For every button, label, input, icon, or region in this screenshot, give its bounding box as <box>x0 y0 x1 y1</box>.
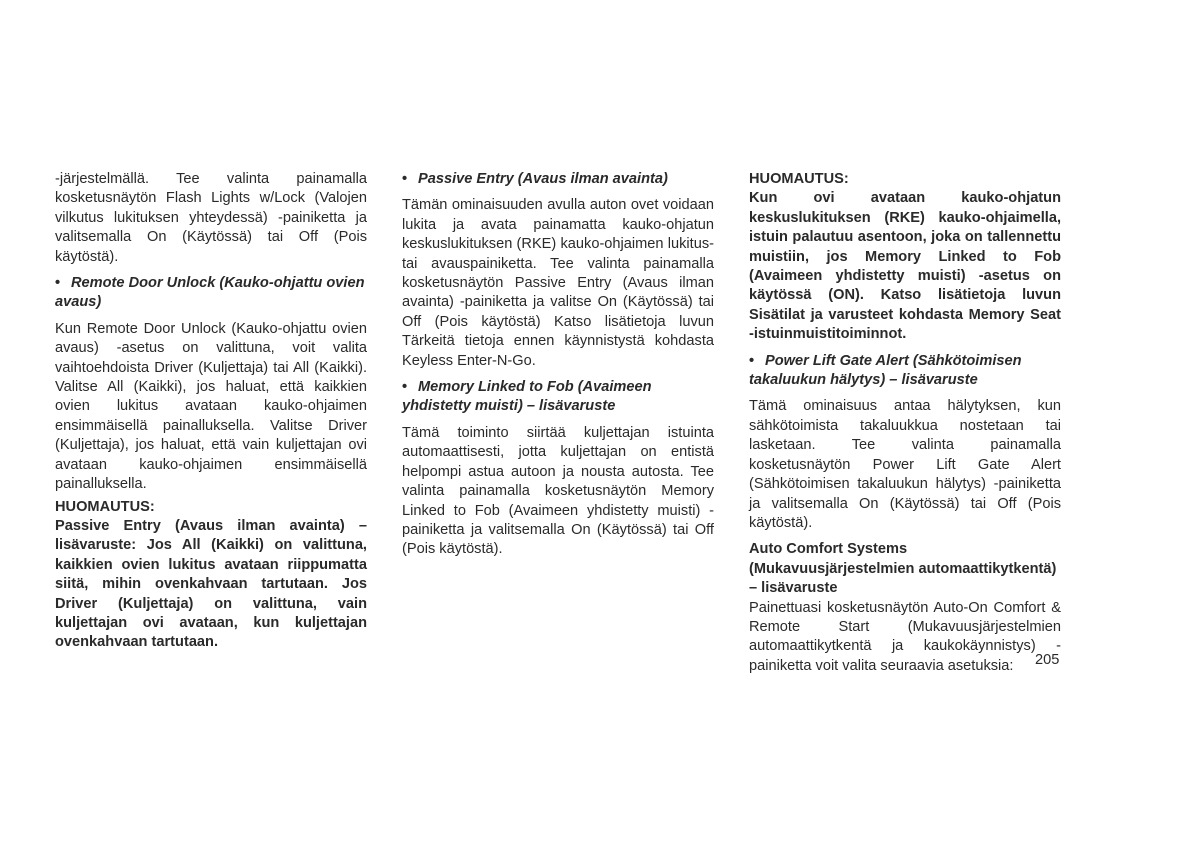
paragraph: Painettuasi kosketusnäytön Auto-On Comfort & Remote Start (Mukavuusjärjestelmien automaattikytkentä ja kaukokäynnistys) -painiketta voit valita seuraavia asetuksia: <box>749 599 1061 674</box>
bullet-heading-text: Memory Linked to Fob (Avaimeen yhdistetty muisti) – lisävaruste <box>402 379 652 415</box>
paragraph: -järjestelmällä. Tee valinta painamalla kosketusnäytön Flash Lights w/Lock (Valojen vilkutus lukituksen yhteydessä) -painiketta ja valitsemalla On (Käytössä) tai Off (Pois käytöstä). <box>55 171 367 265</box>
bullet-heading-text: Power Lift Gate Alert (Sähkötoimisen takaluukun hälytys) – lisävaruste <box>749 352 1022 389</box>
column-right <box>749 170 1061 676</box>
paragraph: Kun Remote Door Unlock (Kauko-ohjattu ovien avaus) -asetus on valittuna, voit valita vaihtoehdoista Driver (Kuljettaja) tai All (Kaikki). Valitse All (Kaikki), jos haluat, että kaikkien ovien lukitus avataan kauko-ohjaimen ensimmäisellä painalluksella. Valitse Driver (Kuljettaja), jos haluat, että vain kuljettajan ovi avataan kauko-ohjaimen ensimmäisellä painalluksella. <box>55 320 367 493</box>
column-middle <box>402 170 714 560</box>
bullet-heading: • Memory Linked to Fob (Avaimeen yhdistetty muisti) – lisävaruste <box>402 379 652 415</box>
paragraph: Tämä toiminto siirtää kuljettajan istuinta automaattisesti, jotta kuljettajan on entistä helpompi astua autoon ja nousta autosta. Tee valinta painamalla kosketusnäytön Memory Linked to Fob (Avaimeen yhdistetty muisti) -painiketta ja valitsemalla On (Käytössä) tai Off (Pois käytöstä). <box>402 424 714 558</box>
note-text: Kun ovi avataan kauko-ohjatun keskuslukituksen (RKE) kauko-ohjaimella, istuin palautuu asentoon, joka on tallennettu muistiin, jos Memory Linked to Fob (Avaimeen yhdistetty muisti) -asetus on käytössä (ON). Katso lisätietoja luvun Sisätilat ja varusteet kohdasta Memory Seat -istuinmuistitoiminnot. <box>749 190 1061 343</box>
note-text: Passive Entry (Avaus ilman avainta) – lisävaruste: Jos All (Kaikki) on valittuna, kaikkien ovien lukitus avataan riippumatta siitä, mihin ovenkahvaan tartutaan. Jos Driver (Kuljettaja) on valittuna, vain kuljettajan ovi avataan, kun kuljettajan ovenkahvaan tartutaan. <box>55 517 367 651</box>
paragraph: Tämän ominaisuuden avulla auton ovet voidaan lukita ja avata painamatta kauko-ohjatun keskuslukituksen (RKE) kauko-ohjaimen lukitus- tai avauspainiketta. Tee valinta painamalla kosketusnäytön Passive Entry (Avaus ilman avainta) -painiketta ja valitse On (Käytössä) tai Off (Pois käytöstä) Katso lisätietoja luvun Tärkeitä tietoja ennen käynnistystä kohdasta Keyless Enter-N-Go. <box>402 197 714 369</box>
bullet-heading: • Passive Entry (Avaus ilman avainta) <box>402 171 668 187</box>
note-heading: HUOMAUTUS: <box>749 171 849 187</box>
page-number: 205 <box>1035 652 1060 668</box>
bullet-heading-text: Passive Entry (Avaus ilman avainta) <box>418 171 668 187</box>
column-left <box>55 170 367 653</box>
note-heading: HUOMAUTUS: <box>55 498 155 515</box>
paragraph: Tämä ominaisuus antaa hälytyksen, kun sähkötoimista takaluukkua nostetaan tai lasketaan. Tee valinta painamalla kosketusnäytön Power Lift Gate Alert (Sähkötoimisen takaluukun hälytys) -painiketta ja valitsemalla On (Käytössä) tai Off (Pois käytöstä). <box>749 398 1061 531</box>
section-heading: Auto Comfort Systems (Mukavuusjärjestelmien automaattikytkentä) – lisävaruste <box>749 541 1057 597</box>
bullet-heading: • Power Lift Gate Alert (Sähkötoimisen takaluukun hälytys) – lisävaruste <box>749 352 1022 389</box>
bullet-heading-text: Remote Door Unlock (Kauko-ohjattu ovien avaus) <box>55 275 365 311</box>
bullet-heading: • Remote Door Unlock (Kauko-ohjattu ovien avaus) <box>55 275 365 311</box>
